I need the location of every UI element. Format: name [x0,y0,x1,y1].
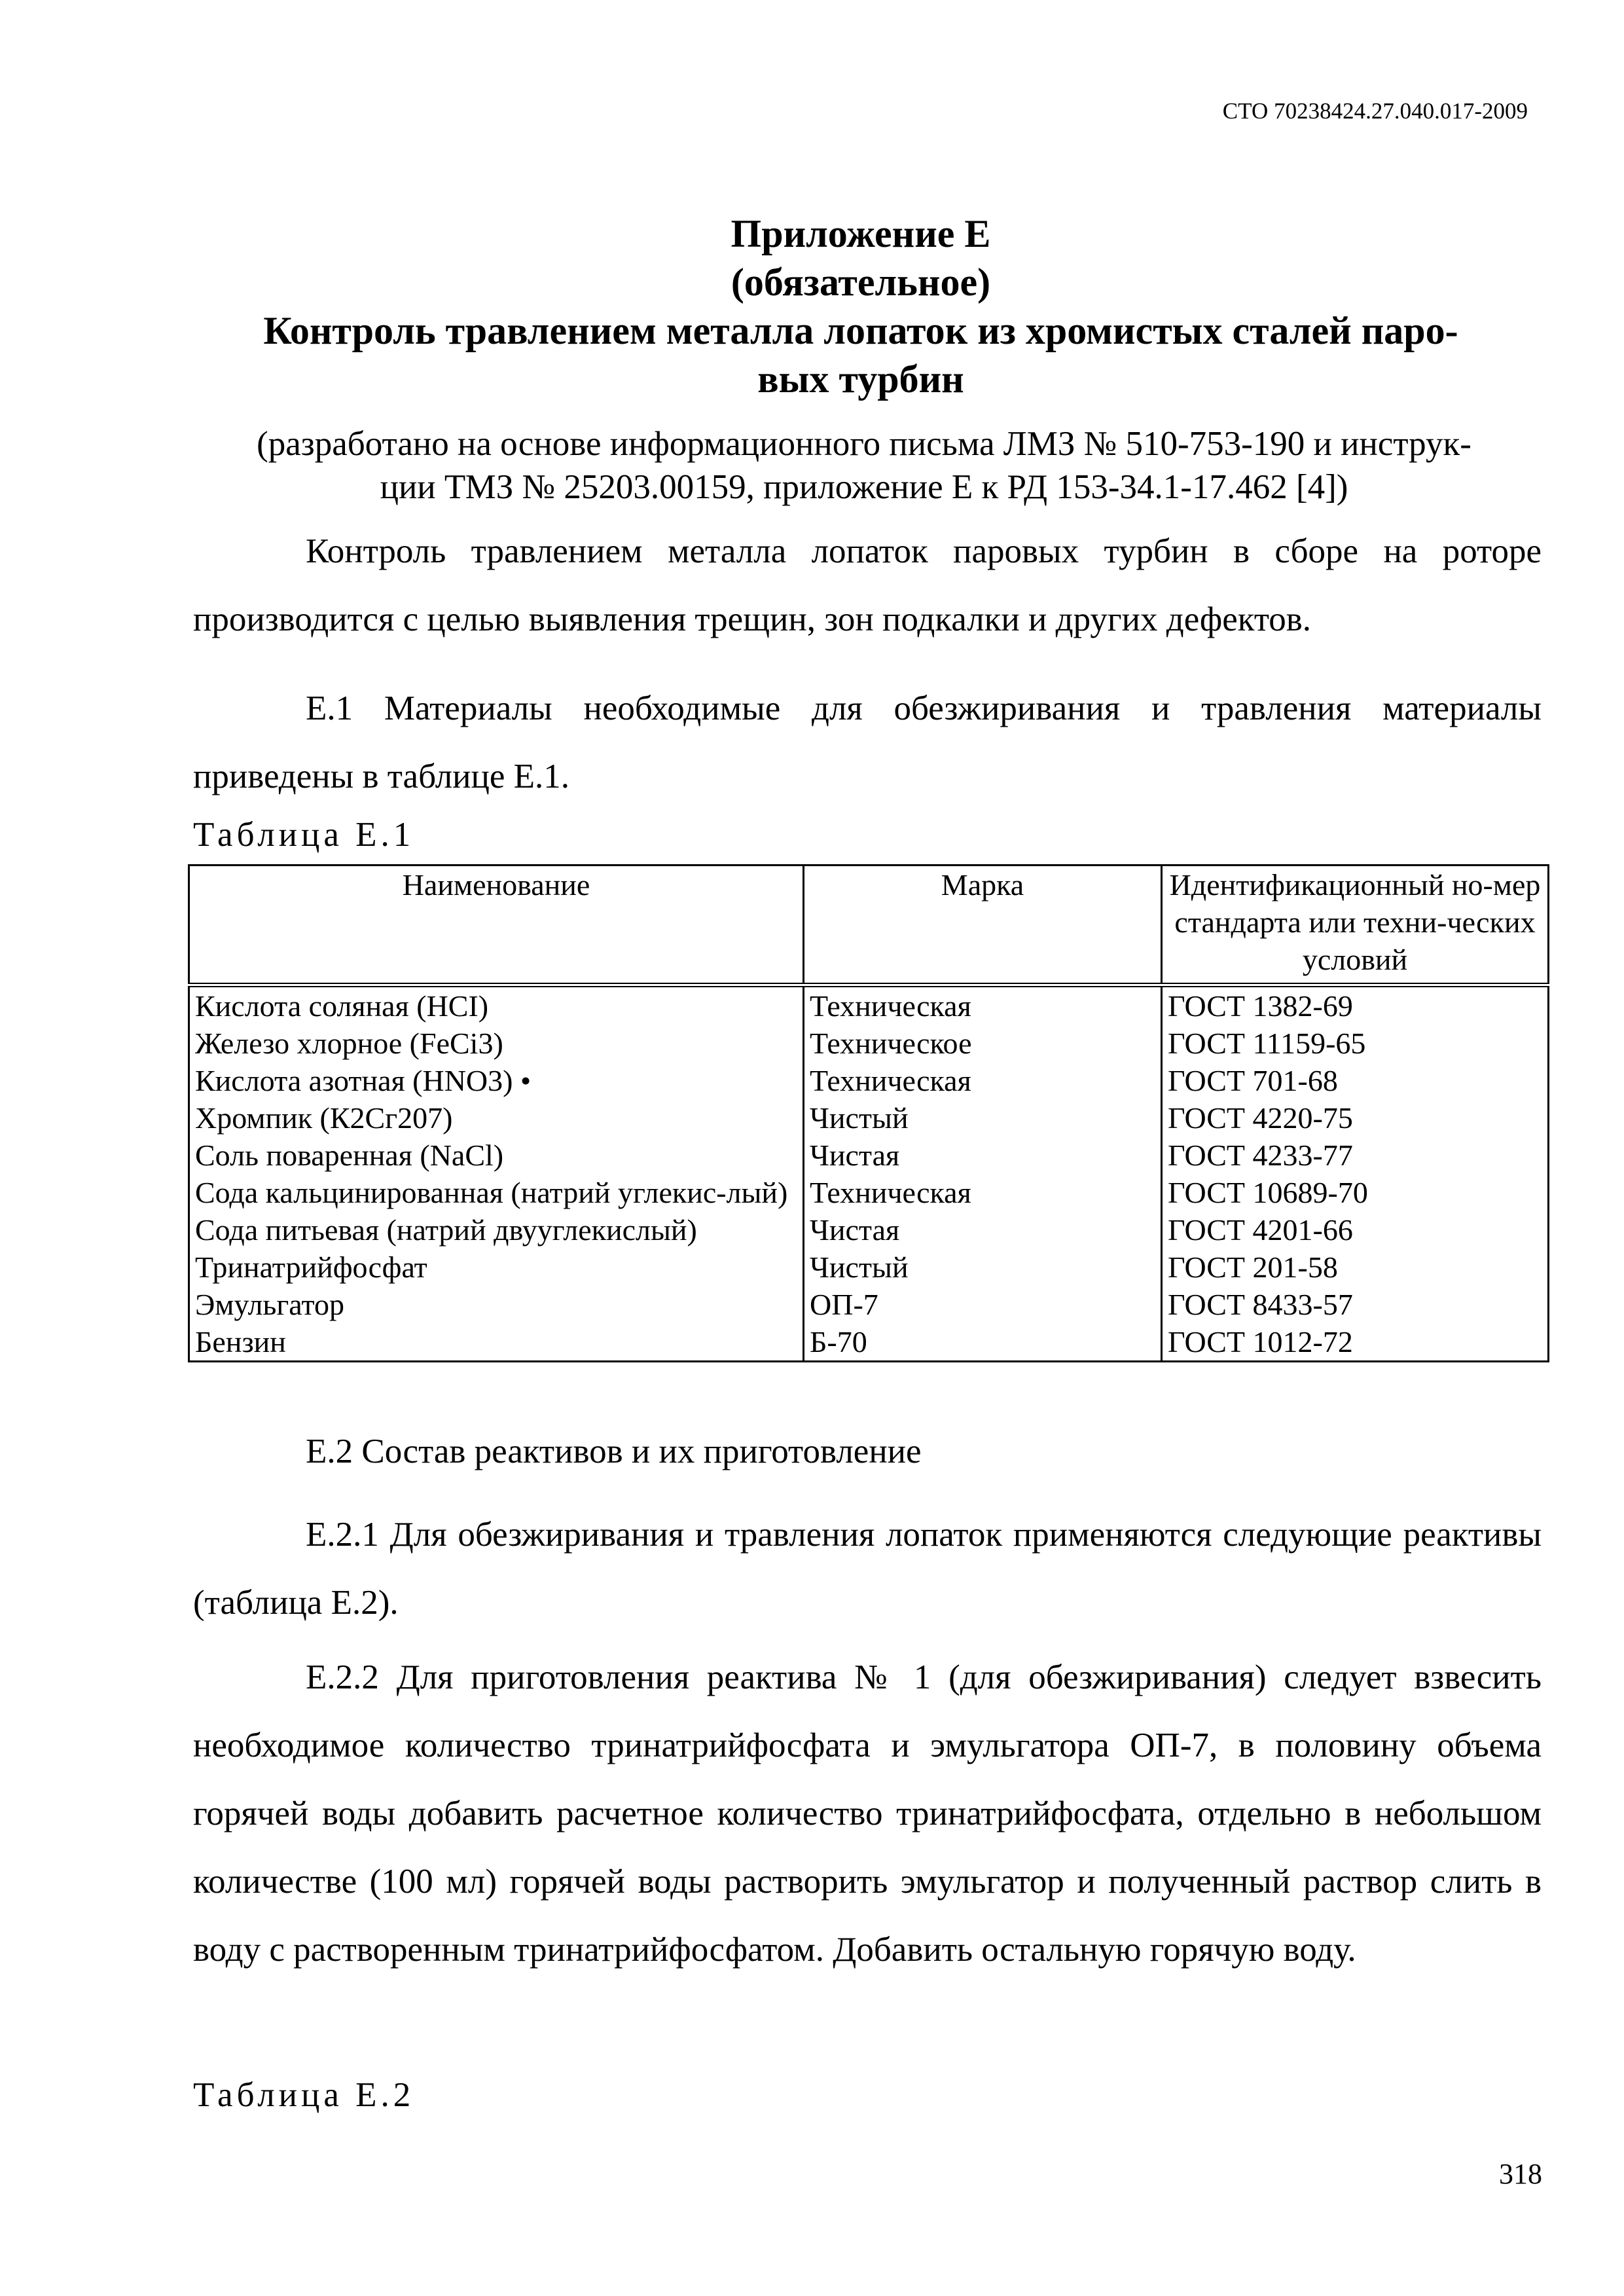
cell-grade: Чистая [804,1211,1162,1248]
cell-grade: ОП-7 [804,1286,1162,1323]
paragraph-e22: Е.2.2 Для приготовления реактива № 1 (для обезжиривания) следует взвесить необходимое количество тринатрийфосфата и эмульгатора ОП-7, в половину объема горячей воды добавить расчетное количество тринатрийфосфата, отдельно в небольшом количестве (100 мл) горячей воды растворить эмульгатор и полученный раствор слить в воду с растворенным тринатрийфосфатом. Добавить остальную горячую воду. [193,1658,1542,1969]
cell-name: Сода питьевая (натрий двууглекислый) [189,1211,804,1248]
title-line-2: (обязательное) [731,261,991,304]
subtitle-line-2: ции ТМЗ № 25203.00159, приложение Е к РД 153-34.1-17.462 [4]) [380,468,1348,506]
appendix-title [177,210,1545,403]
paragraph-e2: Е.2 Состав реактивов и их приготовление [306,1432,922,1470]
cell-grade: Б-70 [804,1323,1162,1362]
cell-name: Соль поваренная (NaCl) [189,1137,804,1174]
header-name: Наименование [189,866,804,985]
cell-standard: ГОСТ 4220-75 [1162,1099,1549,1137]
cell-standard: ГОСТ 1382-69 [1162,985,1549,1025]
table-row [189,1286,1549,1323]
cell-grade: Чистая [804,1137,1162,1174]
table-row [189,1062,1549,1099]
cell-standard: ГОСТ 1012-72 [1162,1323,1549,1362]
cell-standard: ГОСТ 4233-77 [1162,1137,1549,1174]
title-line-4: вых турбин [757,357,964,401]
table-row [189,985,1549,1025]
cell-name: Железо хлорное (FeCi3) [189,1025,804,1062]
appendix-subtitle [187,422,1542,509]
cell-name: Эмульгатор [189,1286,804,1323]
table-row [189,1211,1549,1248]
paragraph-e1: Е.1 Материалы необходимые для обезжиривания и травления материалы приведены в таблице Е.1. [193,689,1542,795]
cell-standard: ГОСТ 701-68 [1162,1062,1549,1099]
table-row [189,1099,1549,1137]
table-row [189,1323,1549,1362]
cell-grade: Техническое [804,1025,1162,1062]
intro-paragraph: Контроль травлением металла лопаток паровых турбин в сборе на роторе производится с целью выявления трещин, зон подкалки и других дефектов. [193,532,1542,638]
cell-standard: ГОСТ 4201-66 [1162,1211,1549,1248]
table-row [189,1174,1549,1211]
document-code: СТО 70238424.27.040.017-2009 [1222,98,1528,124]
header-grade: Марка [804,866,1162,985]
cell-name: Бензин [189,1323,804,1362]
table-e1 [188,864,1549,1362]
cell-grade: Техническая [804,1174,1162,1211]
header-standard: Идентификационный но-мер стандарта или техни-ческих условий [1162,866,1549,985]
table-row [189,1248,1549,1286]
cell-name: Хромпик (К2Сг207) [189,1099,804,1137]
cell-name: Кислота азотная (НNO3) • [189,1062,804,1099]
cell-grade: Техническая [804,985,1162,1025]
table-row [189,1025,1549,1062]
cell-standard: ГОСТ 10689-70 [1162,1174,1549,1211]
page-number: 318 [1499,2158,1542,2190]
table-e1-caption: Таблица Е.1 [193,816,415,854]
cell-name: Сода кальцинированная (натрий углекис-лый) [189,1174,804,1211]
title-line-1: Приложение Е [731,212,991,255]
cell-grade: Техническая [804,1062,1162,1099]
cell-standard: ГОСТ 201-58 [1162,1248,1549,1286]
table-row [189,1137,1549,1174]
subtitle-line-1: (разработано на основе информационного письма ЛМЗ № 510-753-190 и инструк- [257,425,1471,463]
cell-name: Тринатрийфосфат [189,1248,804,1286]
table-e2-caption: Таблица Е.2 [193,2076,415,2114]
cell-name: Кислота соляная (НСI) [189,985,804,1025]
table-header-row [189,866,1549,985]
cell-standard: ГОСТ 8433-57 [1162,1286,1549,1323]
title-line-3: Контроль травлением металла лопаток из хромистых сталей паро- [263,309,1458,352]
cell-standard: ГОСТ 11159-65 [1162,1025,1549,1062]
cell-grade: Чистый [804,1248,1162,1286]
paragraph-e21: Е.2.1 Для обезжиривания и травления лопаток применяются следующие реактивы (таблица Е.2). [193,1516,1542,1622]
cell-grade: Чистый [804,1099,1162,1137]
